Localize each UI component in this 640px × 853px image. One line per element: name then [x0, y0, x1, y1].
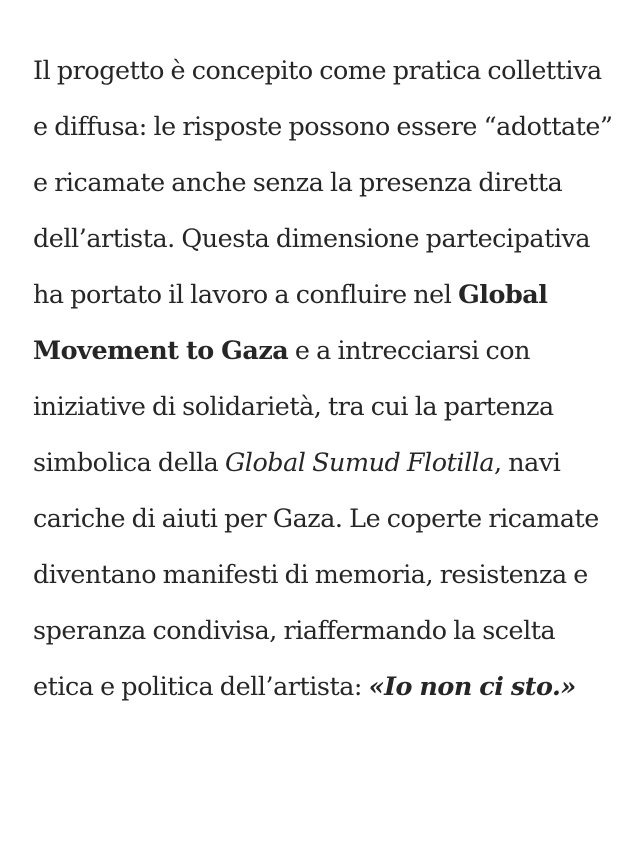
movement-name-bold: Global Movement to Gaza [33, 279, 548, 365]
paragraph-text-intro: Il progetto è concepito come pratica collettiva e diffusa: le risposte possono essere “adottate” e ricamate anche senza la presenza diretta dell’artista. Questa dimensione partecipativa ha portato il lavoro a confluire nel [33, 55, 613, 309]
paragraph-text-end: , navi cariche di aiuti per Gaza. Le coperte ricamate diventano manifesti di memoria, resistenza e speranza condivisa, riaffermando la scelta etica e politica dell’artista: [33, 447, 599, 701]
paragraph-text-middle: e a intrecciarsi con iniziative di solidarietà, tra cui la partenza simbolica della [33, 335, 554, 477]
closing-quote: «Io non ci sto.» [368, 671, 576, 701]
flotilla-name-italic: Global Sumud Flotilla [224, 447, 495, 477]
article-paragraph [33, 42, 618, 714]
